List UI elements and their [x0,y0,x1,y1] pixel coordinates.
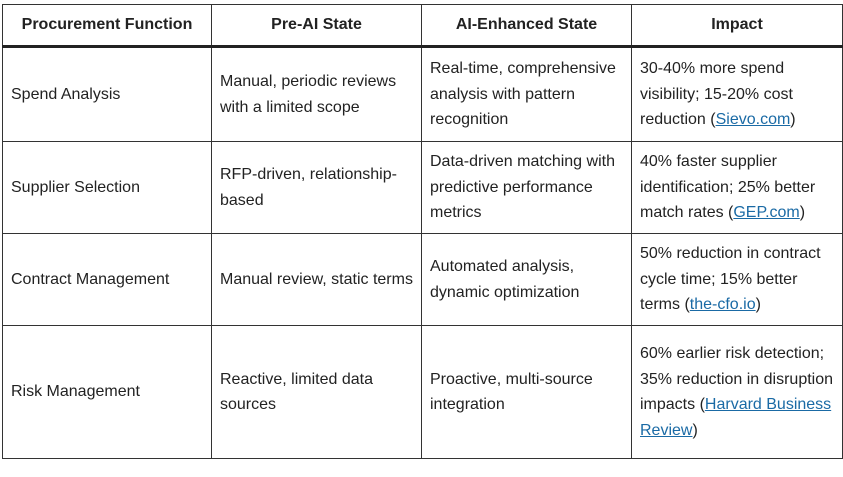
procurement-table [2,4,843,459]
impact-text: 50% reduction in contract cycle time; 15% better terms ( [640,245,821,314]
cell-pre-ai: Reactive, limited data sources [212,326,422,459]
cell-ai-enhanced: Automated analysis, dynamic optimization [422,234,632,326]
cell-ai-enhanced: Data-driven matching with predictive performance metrics [422,142,632,234]
source-link-the-cfo[interactable]: the-cfo.io [689,296,756,314]
source-link-sievo[interactable]: Sievo.com [715,111,791,129]
cell-ai-enhanced: Real-time, comprehensive analysis with pattern recognition [422,47,632,142]
impact-text: 40% faster supplier identification; 25% better match rates ( [640,153,816,222]
impact-text: 30-40% more spend visibility; 15-20% cost reduction ( [640,60,793,129]
impact-tail: ) [790,111,796,129]
table-row [3,47,843,142]
header-ai-enhanced-state: AI-Enhanced State [422,5,632,47]
cell-function: Supplier Selection [3,142,212,234]
cell-impact [632,326,843,459]
table-row [3,234,843,326]
header-impact: Impact [632,5,843,47]
source-link-hbr[interactable]: Harvard Business Review [640,396,832,439]
impact-text: 60% earlier risk detection; 35% reduction in disruption impacts ( [640,345,834,413]
cell-function: Risk Management [3,326,212,459]
cell-pre-ai: Manual, periodic reviews with a limited scope [212,47,422,142]
cell-pre-ai: RFP-driven, relationship-based [212,142,422,234]
table-row [3,142,843,234]
cell-pre-ai: Manual review, static terms [212,234,422,326]
impact-tail: ) [692,421,698,439]
impact-tail: ) [755,296,761,314]
cell-impact [632,142,843,234]
cell-function: Contract Management [3,234,212,326]
cell-function: Spend Analysis [3,47,212,142]
header-row [3,5,843,47]
source-link-gep[interactable]: GEP.com [733,204,800,222]
table-row [3,326,843,459]
header-procurement-function: Procurement Function [3,5,212,47]
cell-impact [632,234,843,326]
header-pre-ai-state: Pre-AI State [212,5,422,47]
impact-tail: ) [799,204,806,222]
cell-ai-enhanced: Proactive, multi-source integration [422,326,632,459]
cell-impact [632,47,843,142]
